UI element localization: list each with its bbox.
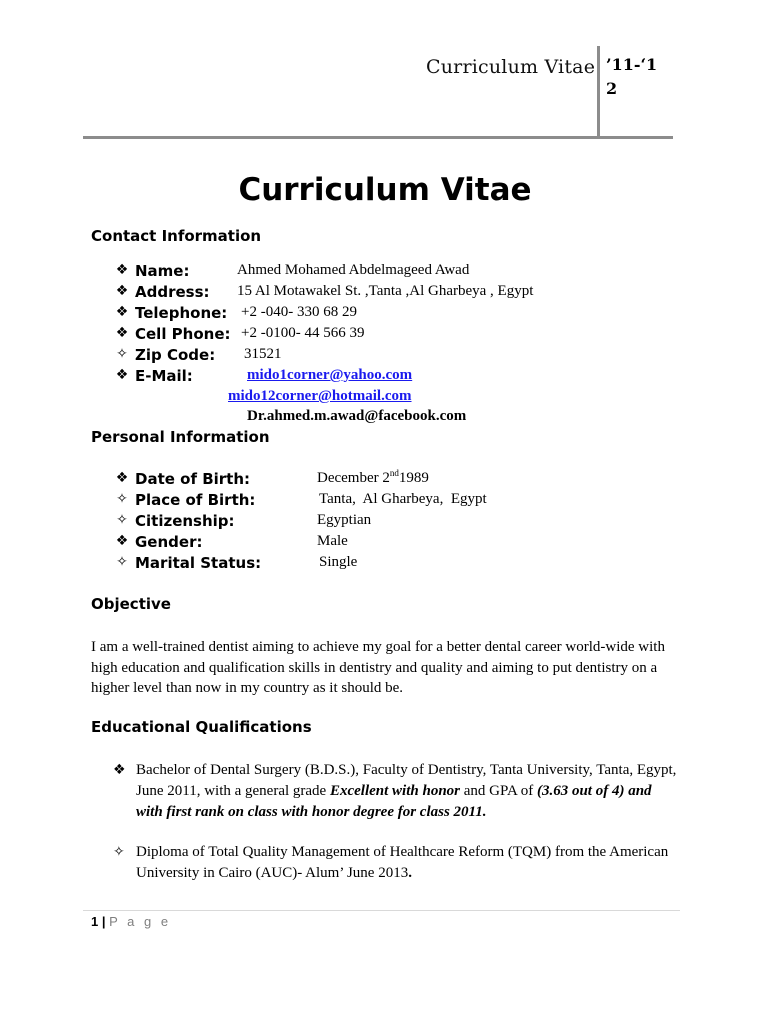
objective-heading: Objective: [91, 595, 171, 613]
diamond-bullet-icon: ❖: [115, 304, 129, 320]
cell-value: +2 -0100- 44 566 39: [241, 325, 365, 341]
diamond-bullet-icon: ❖: [115, 367, 129, 383]
zip-label: Zip Code:: [135, 346, 216, 364]
header-divider-vertical: [597, 46, 600, 138]
pob-value: Tanta, Al Gharbeya, Egypt: [319, 491, 487, 507]
page-label: P a g e: [109, 914, 172, 929]
name-value: Ahmed Mohamed Abdelmageed Awad: [237, 262, 470, 278]
citizenship-label: Citizenship:: [135, 512, 235, 530]
header-divider-horizontal: [83, 136, 673, 139]
header-year: ’11-‘12: [606, 55, 658, 98]
marital-value: Single: [319, 554, 358, 570]
dob-day: December 2: [317, 470, 390, 486]
education-item-tqm: [136, 842, 681, 884]
outline-diamond-bullet-icon: ✧: [116, 554, 128, 570]
page-title: Curriculum Vitae: [238, 172, 532, 208]
dob-value: [317, 470, 429, 487]
gender-label: Gender:: [135, 533, 203, 551]
diamond-bullet-icon: ❖: [115, 325, 129, 341]
marital-label: Marital Status:: [135, 554, 262, 572]
tqm-text: Diploma of Total Quality Management of Healthcare Reform (TQM) from the American University in Cairo (AUC)- Alum’ June 2013: [136, 844, 669, 881]
bds-grade: Excellent with honor: [329, 783, 460, 799]
cell-label: Cell Phone:: [135, 325, 231, 343]
contact-heading: Contact Information: [91, 227, 262, 245]
telephone-label: Telephone:: [135, 304, 228, 322]
pob-label: Place of Birth:: [135, 491, 256, 509]
zip-value: 31521: [244, 346, 282, 362]
diamond-bullet-icon: ❖: [115, 283, 129, 299]
bds-gpa-value: (3.63 out of 4) and with first rank on class with honor degree for class 2011.: [136, 783, 652, 820]
diamond-bullet-icon: ❖: [113, 762, 126, 778]
personal-heading: Personal Information: [91, 428, 270, 446]
outline-diamond-bullet-icon: ✧: [113, 844, 125, 860]
dob-label: Date of Birth:: [135, 470, 251, 488]
education-heading: Educational Qualifications: [91, 718, 312, 736]
objective-text: I am a well-trained dentist aiming to achieve my goal for a better dental career world-wide with high education and qualification skills in dentistry and quality and aiming to put dentistry on a higher level than now in my country as it should be.: [91, 639, 665, 696]
tqm-period: .: [408, 865, 412, 881]
dob-suffix: nd: [389, 468, 399, 478]
diamond-bullet-icon: ❖: [115, 470, 129, 486]
telephone-value: +2 -040- 330 68 29: [241, 304, 357, 320]
page-footer: 1 | P a g e: [91, 914, 172, 929]
address-value: 15 Al Motawakel St. ,Tanta ,Al Gharbeya , Egypt: [237, 283, 534, 299]
diamond-bullet-icon: ❖: [115, 533, 129, 549]
outline-diamond-bullet-icon: ✧: [116, 512, 128, 528]
name-label: Name:: [135, 262, 190, 280]
email-label: E-Mail:: [135, 367, 193, 385]
email-link-hotmail[interactable]: mido12corner@hotmail.com: [228, 388, 412, 404]
dob-year: 1989: [398, 470, 429, 486]
bds-gpa-text: and GPA of: [460, 783, 537, 799]
header-title: Curriculum Vitae: [426, 56, 596, 78]
gender-value: Male: [317, 533, 348, 549]
address-label: Address:: [135, 283, 210, 301]
outline-diamond-bullet-icon: ✧: [116, 346, 128, 362]
education-item-bds: [136, 760, 681, 823]
page-number: 1: [91, 914, 99, 929]
outline-diamond-bullet-icon: ✧: [116, 491, 128, 507]
diamond-bullet-icon: ❖: [115, 262, 129, 278]
bds-text: Bachelor of Dental Surgery (B.D.S.), Faculty of Dentistry, Tanta University, Tanta, Egypt, June 2011, with a general grade: [136, 762, 677, 799]
email-link-yahoo[interactable]: mido1corner@yahoo.com: [247, 367, 413, 383]
footer-divider: [83, 910, 680, 911]
citizenship-value: Egyptian: [317, 512, 372, 528]
email-facebook: Dr.ahmed.m.awad@facebook.com: [247, 408, 467, 424]
